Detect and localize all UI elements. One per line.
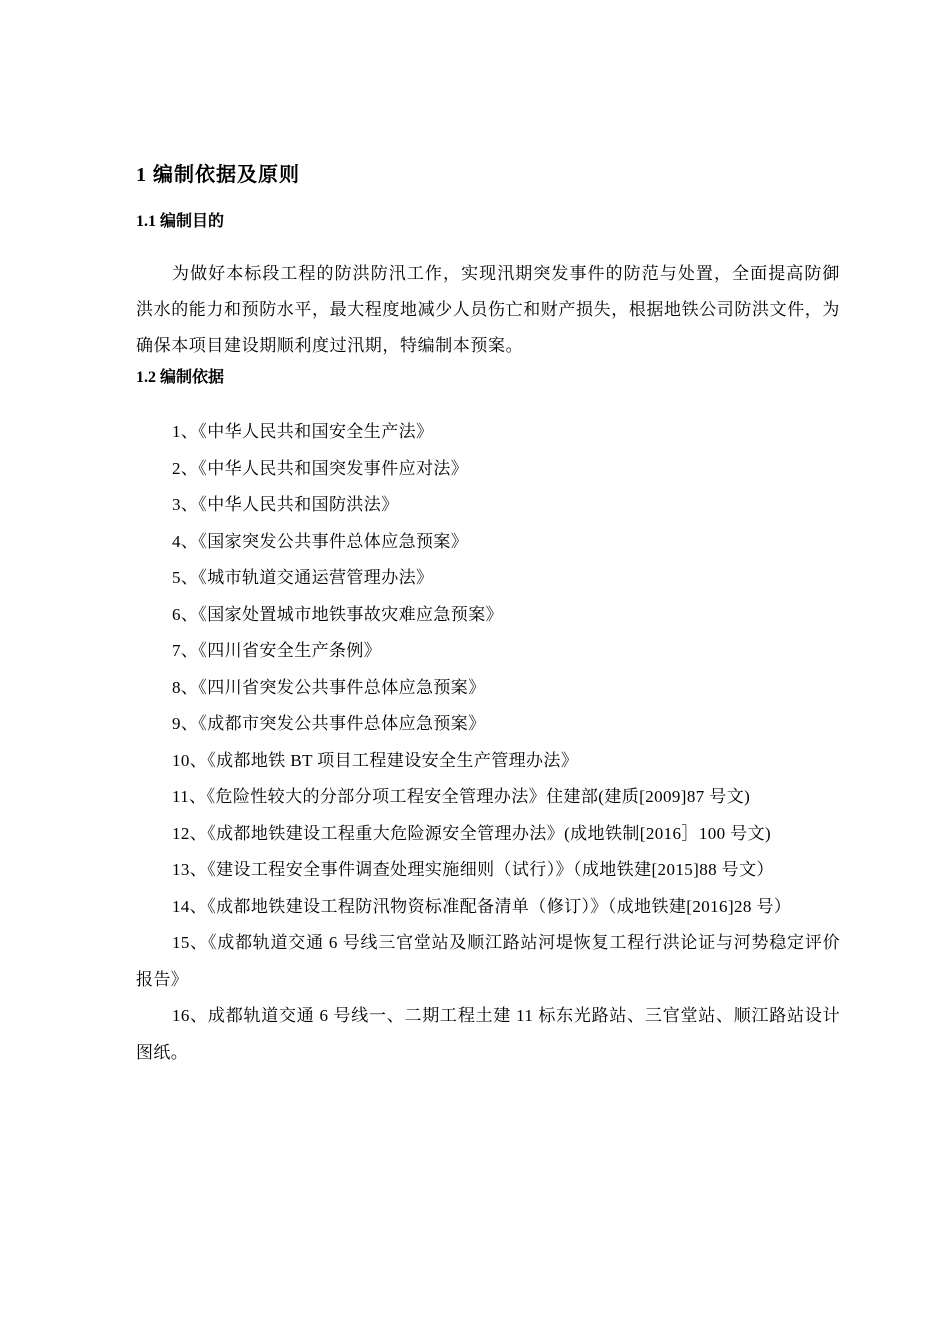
basis-item: 8、《四川省突发公共事件总体应急预案》 (172, 677, 486, 697)
basis-item: 3、《中华人民共和国防洪法》 (172, 495, 399, 514)
basis-item: 12、《成都地铁建设工程重大危险源安全管理办法》(成地铁制[2016］100 号文) (172, 823, 772, 843)
basis-item: 14、《成都地铁建设工程防汛物资标准配备清单（修订）》（成地铁建[2016]28 号） (172, 896, 792, 916)
page-content (136, 160, 840, 1071)
basis-item: 1、《中华人民共和国安全生产法》 (172, 422, 434, 441)
basis-item: 2、《中华人民共和国突发事件应对法》 (172, 458, 469, 478)
section-title: 1 编制依据及原则 (136, 164, 300, 186)
basis-item: 7、《四川省安全生产条例》 (172, 641, 382, 660)
basis-item: 15、《成都轨道交通 6 号线三官堂站及顺江路站河堤恢复工程行洪论证与河势稳定评价报告》 (136, 933, 840, 989)
basis-item: 4、《国家突发公共事件总体应急预案》 (172, 531, 469, 551)
basis-heading: 1.2 编制依据 (136, 369, 225, 386)
basis-item: 16、成都轨道交通 6 号线一、二期工程土建 11 标东光路站、三官堂站、顺江路站设计图纸。 (136, 1006, 840, 1062)
basis-item: 5、《城市轨道交通运营管理办法》 (172, 568, 434, 587)
basis-list (136, 414, 840, 1071)
purpose-heading: 1.1 编制目的 (136, 213, 225, 230)
basis-item: 13、《建设工程安全事件调查处理实施细则（试行）》（成地铁建[2015]88 号文） (172, 860, 774, 879)
basis-item: 10、《成都地铁 BT 项目工程建设安全生产管理办法》 (172, 750, 579, 770)
basis-item: 9、《成都市突发公共事件总体应急预案》 (172, 714, 486, 733)
basis-item: 11、《危险性较大的分部分项工程安全管理办法》住建部(建质[2009]87 号文) (172, 787, 751, 806)
purpose-paragraph: 为做好本标段工程的防洪防汛工作，实现汛期突发事件的防范与处置，全面提高防御洪水的能力和预防水平，最大程度地减少人员伤亡和财产损失，根据地铁公司防洪文件，为确保本项目建设期顺利度过汛期，特编制本预案。 (136, 264, 840, 355)
basis-item: 6、《国家处置城市地铁事故灾难应急预案》 (172, 604, 503, 624)
